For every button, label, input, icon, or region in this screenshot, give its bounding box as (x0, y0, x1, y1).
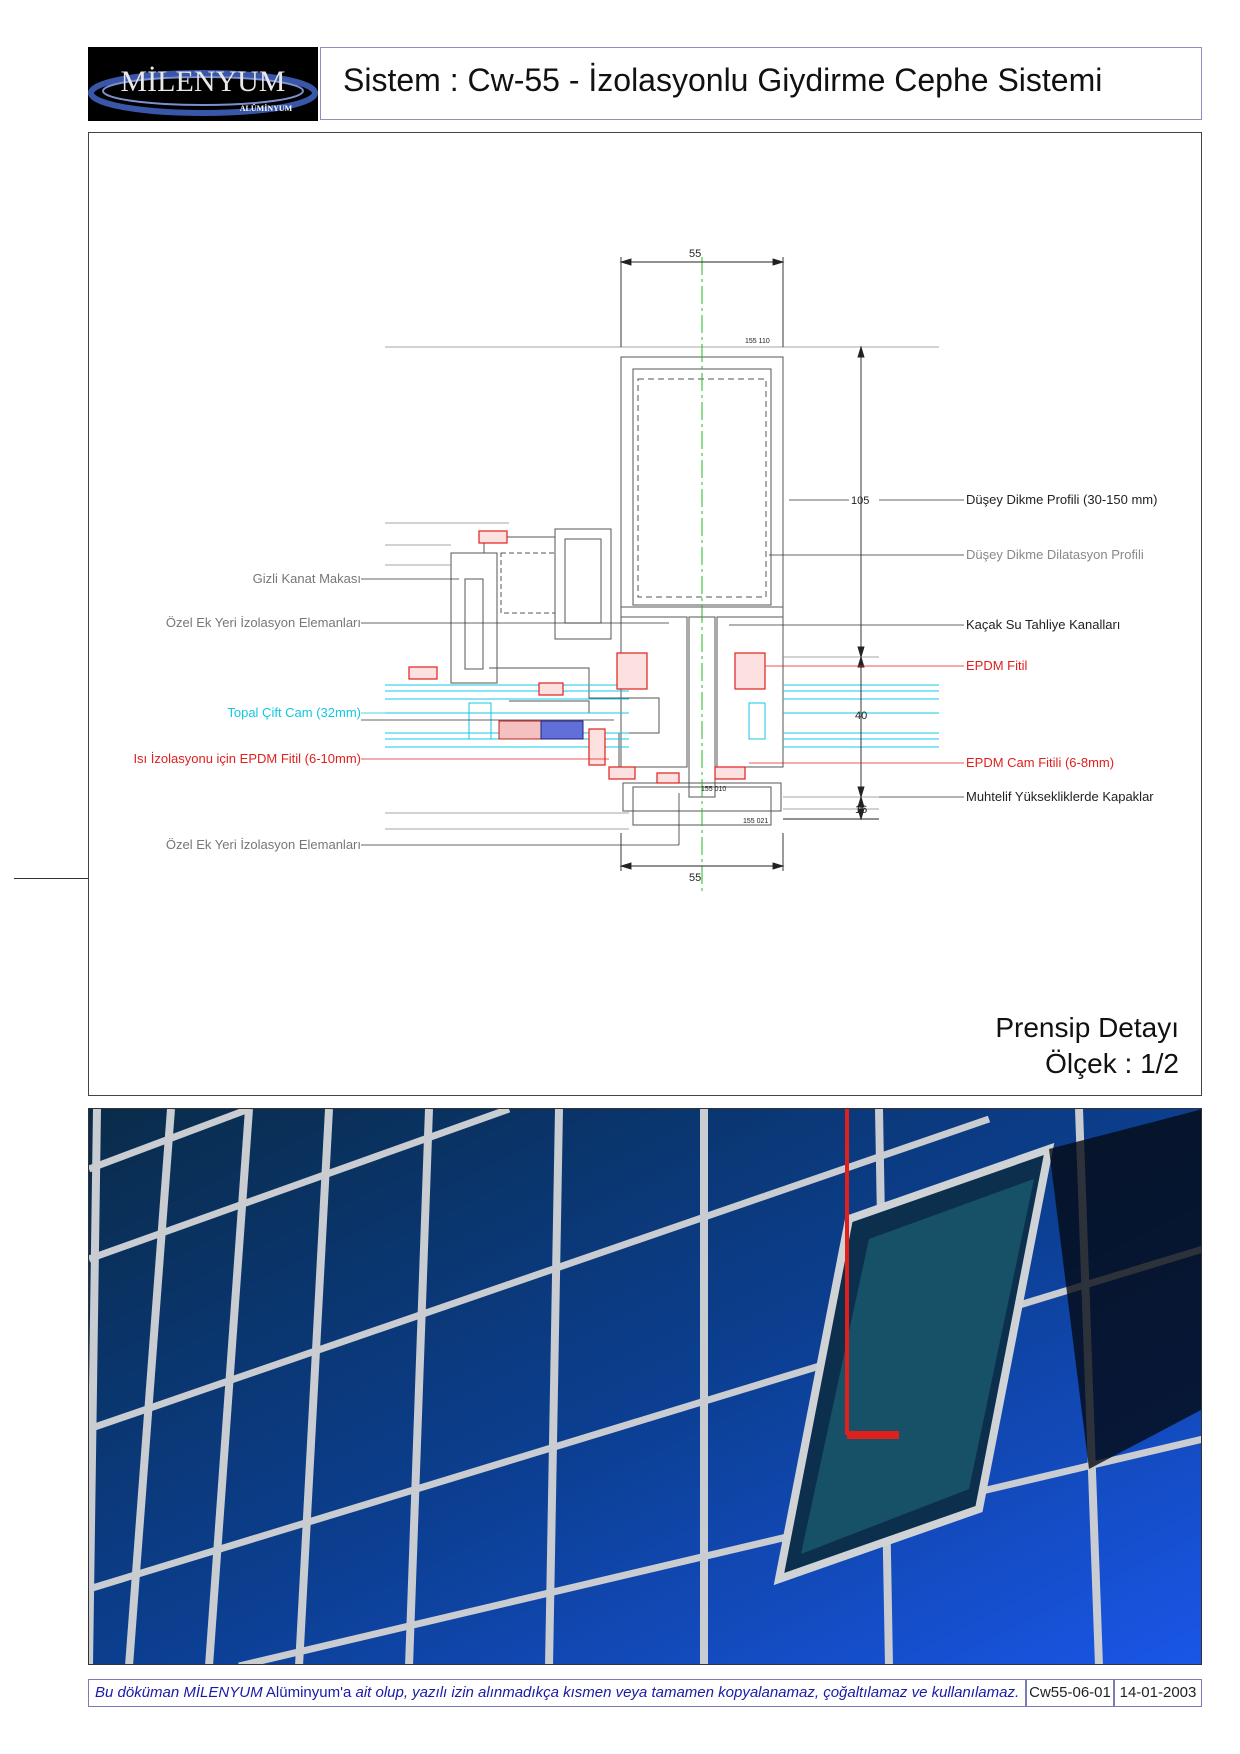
lower-left-chamber (621, 617, 687, 767)
logo-sub-text: ALÜMİNYUM (239, 104, 293, 113)
notice-part-c: ait olup, yazılı izin alınmadıkça kısmen veya tamamen kopyalanamaz, çoğaltılamaz ve kullanılamaz. (351, 1684, 1020, 1701)
profile-geometry (451, 357, 783, 825)
lower-right-chamber (717, 617, 783, 767)
dim-top-width: 55 (689, 248, 702, 260)
label-ozel-ek-2: Özel Ek Yeri İzolasyon Elemanları (165, 837, 361, 852)
logo-graphic (88, 47, 318, 121)
label-kacak-su: Kaçak Su Tahliye Kanalları (966, 617, 1121, 632)
sash-chamber (465, 579, 483, 669)
label-kapaklar: Muhtelif Yüksekliklerde Kapaklar (966, 789, 1154, 804)
dim-16: 16 (855, 804, 868, 816)
reference-line (14, 878, 88, 879)
caption-olcek: Ölçek : 1/2 (1045, 1048, 1179, 1079)
notice-part-b: Alüminyum'a (262, 1684, 352, 1701)
vent-chamber (565, 539, 601, 623)
spacer-left (469, 703, 491, 739)
logo-brand-text: MİLENYUM (120, 65, 286, 98)
insulation-block-red (499, 721, 541, 739)
label-epdm-fitil: EPDM Fitil (966, 658, 1028, 673)
dim-bottom-width: 55 (689, 872, 702, 884)
technical-drawing-panel (88, 132, 1202, 1096)
label-epdm-cam-fitili: EPDM Cam Fitili (6-8mm) (966, 755, 1115, 770)
sash-lower-leg (509, 701, 589, 713)
extension-lines (385, 347, 939, 829)
caption-prensip-detayi: Prensip Detayı (995, 1012, 1179, 1043)
label-gizli-kanat: Gizli Kanat Makası (252, 571, 361, 586)
spacer-right (749, 703, 765, 739)
label-dikme-profili: Düşey Dikme Profili (30-150 mm) (966, 492, 1158, 507)
footer-bar (88, 1679, 1202, 1707)
document-code: Cw55-06-01 (1026, 1679, 1114, 1707)
code-mid: 155 010 (701, 786, 727, 793)
title-box (320, 47, 1202, 120)
facade-illustration (89, 1109, 1202, 1665)
section-detail-drawing (89, 133, 1203, 1097)
page-title: Sistem : Cw-55 - İzolasyonlu Giydirme Cephe Sistemi (343, 62, 1103, 98)
code-bottom: 155 021 (743, 818, 769, 825)
notice-part-a: Bu döküman MİLENYUM (95, 1684, 263, 1701)
document-date: 14-01-2003 (1114, 1679, 1202, 1707)
dim-40: 40 (855, 710, 868, 722)
label-topal-cift-cam: Topal Çift Cam (32mm) (227, 705, 361, 720)
label-isi-izolasyonu: Isı İzolasyonu için EPDM Fitil (6-10mm) (133, 751, 361, 766)
copyright-notice (88, 1679, 1026, 1707)
sash-frame-left (451, 553, 497, 683)
label-dilatasyon-profili: Düşey Dikme Dilatasyon Profili (966, 547, 1144, 562)
company-logo (88, 47, 318, 121)
hidden-hinge (501, 553, 555, 613)
curtain-wall-photo (88, 1108, 1202, 1665)
gaskets (409, 531, 765, 783)
insulation-block-blue (541, 721, 583, 739)
label-ozel-ek-1: Özel Ek Yeri İzolasyon Elemanları (165, 615, 361, 630)
dim-105: 105 (851, 495, 870, 507)
code-top: 155 110 (745, 338, 770, 345)
